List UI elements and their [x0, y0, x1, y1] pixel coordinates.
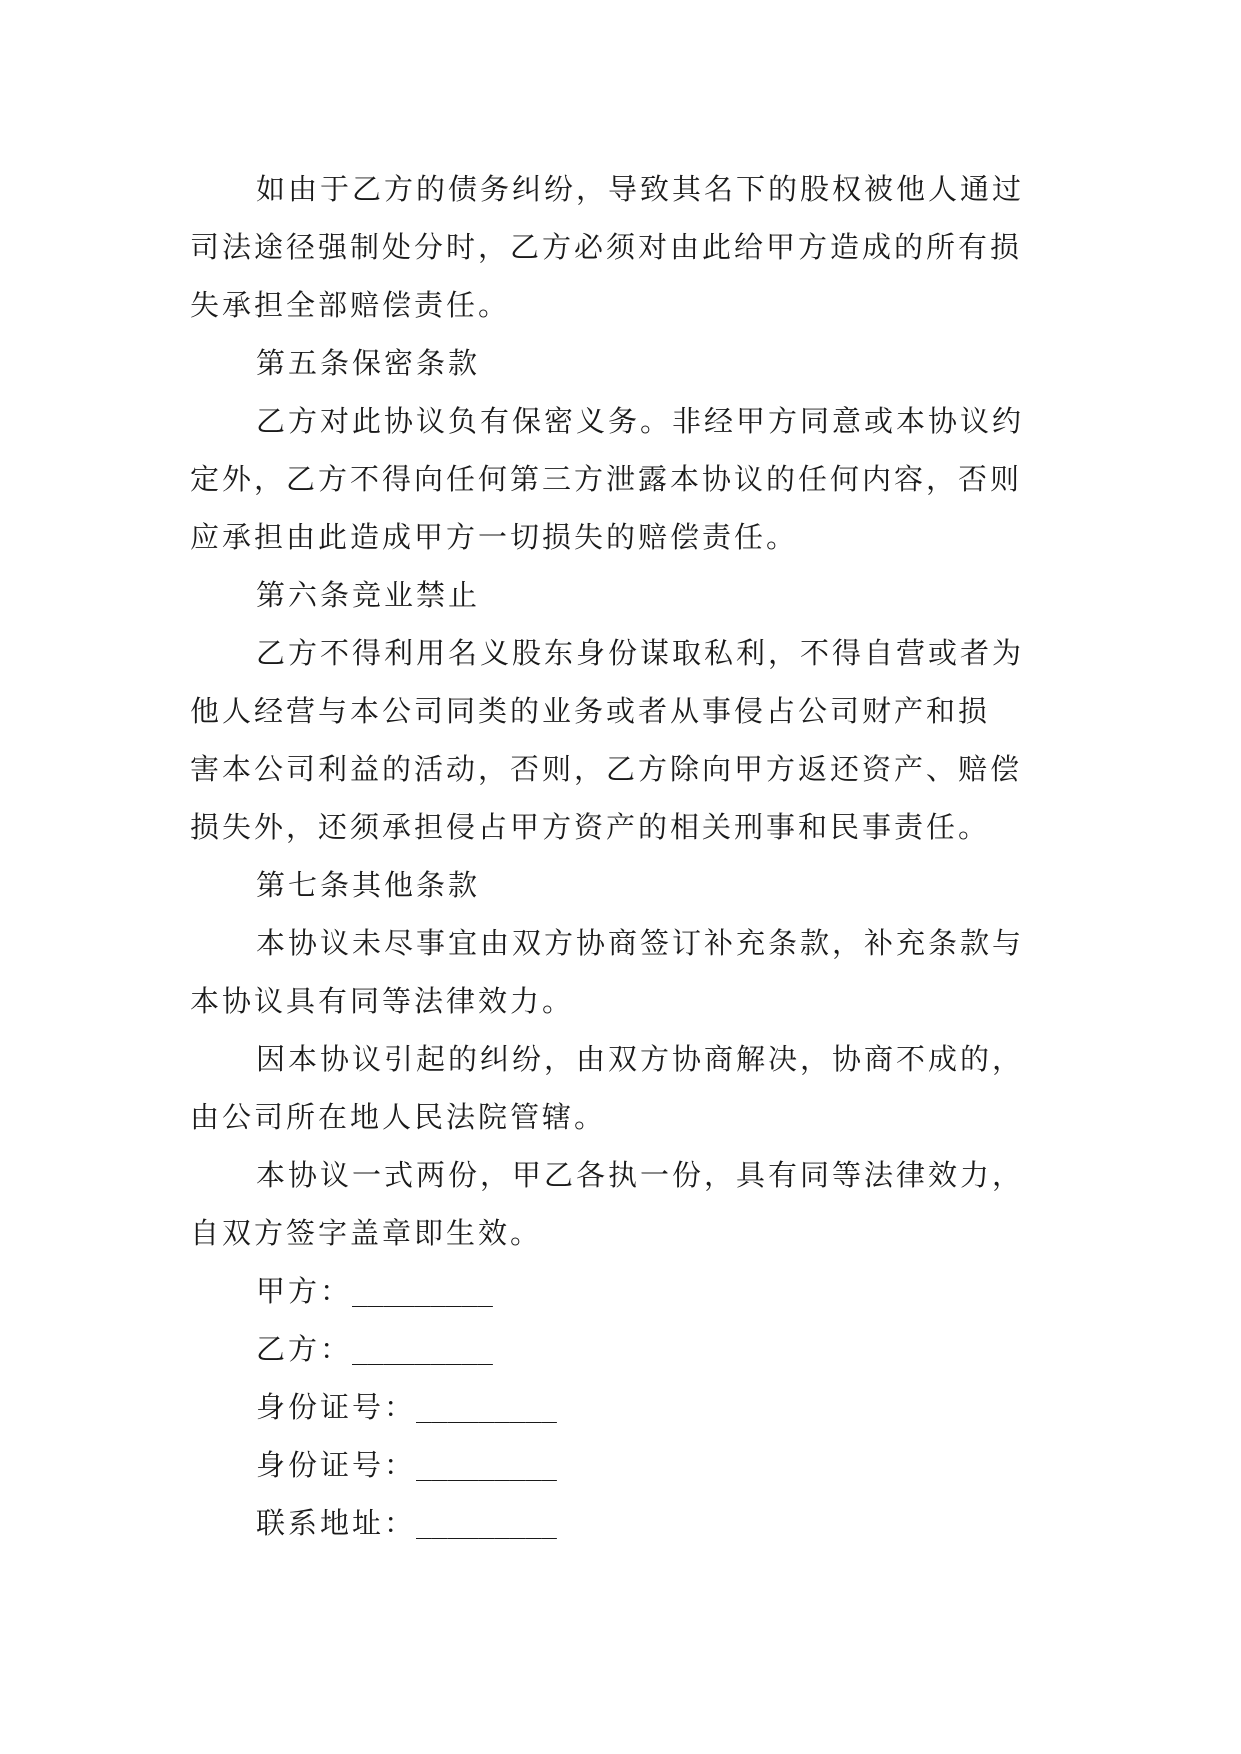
signature-block [190, 1262, 1050, 1552]
signature-field-id-number-1 [190, 1378, 1050, 1436]
text-line: 如由于乙方的债务纠纷，导致其名下的股权被他人通过 [256, 172, 1025, 206]
signature-field-id-number-2 [190, 1436, 1050, 1494]
signature-field-party-a [190, 1262, 1050, 1320]
paragraph-copies [190, 1146, 1050, 1262]
text-line: 损失外，还须承担侵占甲方资产的相关刑事和民事责任。 [190, 810, 991, 844]
signature-blank[interactable]: _________ [416, 1452, 557, 1482]
signature-field-address [190, 1494, 1050, 1552]
document-body [190, 160, 1050, 1552]
text-line: 乙方对此协议负有保密义务。非经甲方同意或本协议约 [256, 404, 1025, 438]
text-line: 本协议一式两份，甲乙各执一份，具有同等法律效力， [256, 1158, 1025, 1192]
text-line: 害本公司利益的活动，否则，乙方除向甲方返还资产、赔偿 [190, 752, 1023, 786]
text-line: 他人经营与本公司同类的业务或者从事侵占公司财产和损 [190, 694, 991, 728]
text-line: 本协议未尽事宜由双方协商签订补充条款，补充条款与 [256, 926, 1025, 960]
text-line: 失承担全部赔偿责任。 [190, 288, 511, 322]
text-line: 定外，乙方不得向任何第三方泄露本协议的任何内容，否则 [190, 462, 1023, 496]
field-label: 甲方： [256, 1274, 353, 1308]
signature-blank[interactable]: _________ [416, 1394, 557, 1424]
signature-blank[interactable]: _________ [416, 1510, 557, 1540]
article-heading: 第七条其他条款 [256, 868, 481, 902]
text-line: 本协议具有同等法律效力。 [190, 984, 575, 1018]
text-line: 司法途径强制处分时，乙方必须对由此给甲方造成的所有损 [190, 230, 1023, 264]
paragraph-supplementary [190, 914, 1050, 1030]
text-line: 因本协议引起的纠纷，由双方协商解决，协商不成的， [256, 1042, 1025, 1076]
text-line: 由公司所在地人民法院管辖。 [190, 1100, 607, 1134]
paragraph-non-compete [190, 624, 1050, 856]
text-line: 乙方不得利用名义股东身份谋取私利，不得自营或者为 [256, 636, 1025, 670]
field-label: 联系地址： [256, 1506, 417, 1540]
paragraph-disputes [190, 1030, 1050, 1146]
paragraph-liability [190, 160, 1050, 334]
article-heading: 第五条保密条款 [256, 346, 481, 380]
text-line: 自双方签字盖章即生效。 [190, 1216, 543, 1250]
field-label: 乙方： [256, 1332, 353, 1366]
signature-field-party-b [190, 1320, 1050, 1378]
article-heading: 第六条竞业禁止 [256, 578, 481, 612]
field-label: 身份证号： [256, 1390, 417, 1424]
paragraph-confidentiality [190, 392, 1050, 566]
text-line: 应承担由此造成甲方一切损失的赔偿责任。 [190, 520, 799, 554]
field-label: 身份证号： [256, 1448, 417, 1482]
signature-blank[interactable]: _________ [352, 1336, 493, 1366]
signature-blank[interactable]: _________ [352, 1278, 493, 1308]
